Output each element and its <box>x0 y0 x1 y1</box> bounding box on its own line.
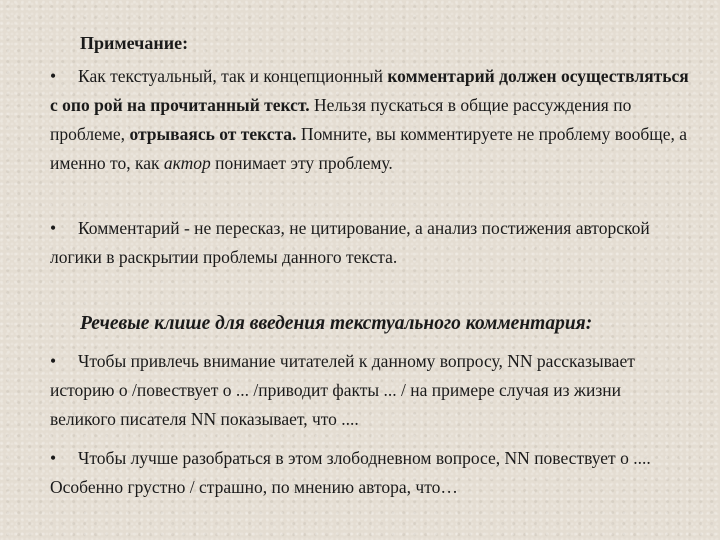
cliche-bullet-1-text: Чтобы привлечь внимание читателей к данному вопросу, NN рассказывает историю о /повествует о ... /приводит факты ... / на примере случая из жизни великого писателя NN показывает, что .... <box>50 351 635 429</box>
note-bullet-1 <box>50 62 690 178</box>
bullet-glyph: • <box>50 218 57 238</box>
cliche-bullet-2-text: Чтобы лучше разобраться в этом злободневном вопросе, NN повествует о .... Особенно грустно / страшно, по мнению автора, что… <box>50 448 651 497</box>
cliche-bullet-1 <box>50 347 690 434</box>
note-bullet-1-italic: актор <box>163 153 211 173</box>
note-bullet-2-text: Комментарий - не пересказ, не цитирование, а анализ постижения авторской логики в раскрытии проблемы данного текста. <box>50 218 650 267</box>
note-bullet-1-text-a: Как текстуальный, так и концепционный <box>78 66 388 86</box>
note-heading: Примечание: <box>80 33 189 53</box>
note-bullet-1-bold-b: отрываясь от текста. <box>129 124 297 144</box>
bullet-glyph: • <box>50 448 57 468</box>
note-bullet-1-bold-a: комментарий должен осуществляться с опо рой на прочитанный текст. <box>50 66 689 115</box>
note-bullet-1-text-d: понимает эту проблему. <box>210 153 393 173</box>
bullet-glyph: • <box>50 66 57 86</box>
cliche-heading: Речевые клише для введения текстуального комментария: <box>80 313 593 334</box>
note-bullet-1-text-b: Нельзя пускаться в общие рассуждения по проблеме, <box>50 95 632 144</box>
note-bullet-2 <box>50 214 690 272</box>
bullet-glyph: • <box>50 351 57 371</box>
cliche-bullet-2 <box>50 444 690 502</box>
note-bullet-1-text-c: Помните, вы комментируете не проблему вообще, а именно то, как <box>50 124 688 173</box>
